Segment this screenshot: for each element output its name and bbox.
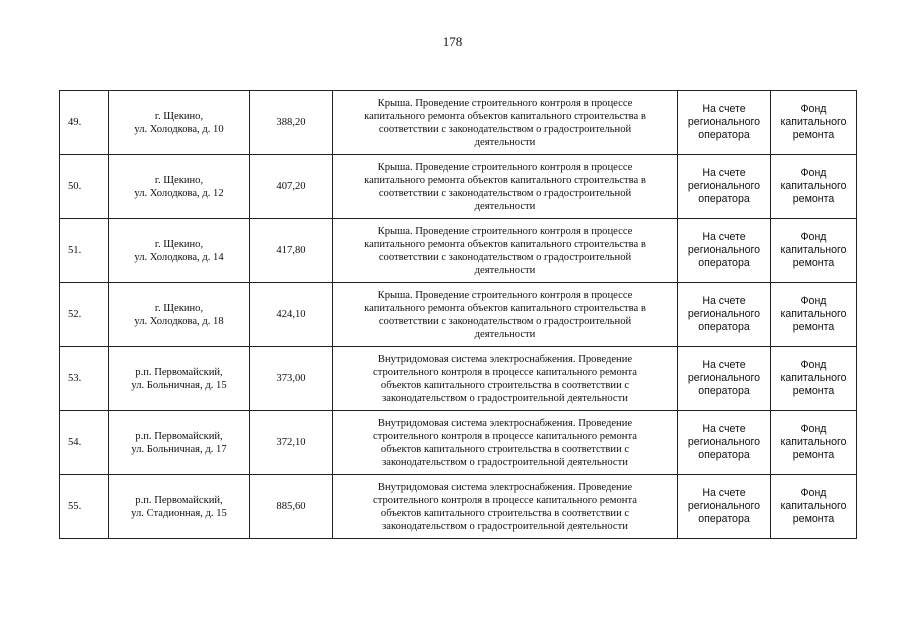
- description-line: законодательством о градостроительной деятельности: [382, 456, 628, 468]
- table-row: [60, 411, 857, 475]
- cost-cell: [250, 91, 333, 155]
- account-cell: [678, 475, 771, 539]
- description-cell: [333, 411, 678, 475]
- description-line: деятельности: [474, 136, 536, 148]
- fund-cell: [771, 219, 857, 283]
- description-line: Внутридомовая система электроснабжения. Проведение: [377, 353, 633, 365]
- fund-cell: [771, 475, 857, 539]
- cost-value: 424,10: [276, 309, 306, 320]
- account-line: оператора: [698, 449, 750, 461]
- address-line: ул. Холодкова, д. 14: [134, 251, 224, 263]
- fund-line: капитального: [780, 500, 847, 512]
- fund-line: ремонта: [792, 193, 835, 205]
- address-line: г. Щекино,: [154, 302, 204, 314]
- row-number-cell: [60, 219, 109, 283]
- row-number: 51.: [68, 245, 82, 256]
- row-number-cell: [60, 91, 109, 155]
- cost-cell: [250, 283, 333, 347]
- address-cell: [109, 347, 250, 411]
- row-number: 55.: [68, 501, 82, 512]
- account-line: оператора: [698, 193, 750, 205]
- description-line: объектов капитального строительства в соответствии с: [380, 443, 630, 455]
- row-number-cell: [60, 475, 109, 539]
- description-cell: [333, 155, 678, 219]
- description-line: Внутридомовая система электроснабжения. Проведение: [377, 417, 633, 429]
- account-line: оператора: [698, 513, 750, 525]
- address-line: г. Щекино,: [154, 110, 204, 122]
- account-line: регионального: [687, 372, 761, 384]
- cost-value: 373,00: [276, 373, 306, 384]
- description-cell: [333, 475, 678, 539]
- account-line: оператора: [698, 385, 750, 397]
- fund-line: Фонд: [800, 103, 827, 115]
- cost-value: 407,20: [276, 181, 306, 192]
- description-line: Крыша. Проведение строительного контроля в процессе: [377, 97, 633, 109]
- cost-value: 372,10: [276, 437, 306, 448]
- row-number: 49.: [68, 117, 82, 128]
- description-line: строительного контроля в процессе капитального ремонта: [373, 366, 637, 378]
- account-line: регионального: [687, 308, 761, 320]
- description-line: строительного контроля в процессе капитального ремонта: [373, 430, 637, 442]
- address-line: ул. Больничная, д. 15: [131, 379, 227, 391]
- description-line: соответствии с законодательством о градостроительной: [378, 123, 632, 135]
- address-cell: [109, 475, 250, 539]
- description-cell: [333, 219, 678, 283]
- address-line: р.п. Первомайский,: [135, 494, 223, 506]
- account-line: На счете: [702, 295, 746, 307]
- description-line: соответствии с законодательством о градостроительной: [378, 187, 632, 199]
- address-line: ул. Больничная, д. 17: [131, 443, 227, 455]
- address-line: г. Щекино,: [154, 174, 204, 186]
- fund-line: капитального: [780, 372, 847, 384]
- cost-cell: [250, 411, 333, 475]
- row-number-cell: [60, 347, 109, 411]
- address-cell: [109, 219, 250, 283]
- account-cell: [678, 91, 771, 155]
- table-row: [60, 91, 857, 155]
- table-row: [60, 347, 857, 411]
- description-line: Крыша. Проведение строительного контроля в процессе: [377, 161, 633, 173]
- address-line: ул. Холодкова, д. 12: [134, 187, 224, 199]
- description-line: деятельности: [474, 200, 536, 212]
- fund-line: капитального: [780, 244, 847, 256]
- account-line: регионального: [687, 436, 761, 448]
- description-line: соответствии с законодательством о градостроительной: [378, 315, 632, 327]
- fund-line: Фонд: [800, 231, 827, 243]
- row-number: 52.: [68, 309, 82, 320]
- page-number: 178: [442, 34, 463, 49]
- works-table-body: [60, 91, 857, 539]
- fund-line: Фонд: [800, 295, 827, 307]
- fund-line: Фонд: [800, 423, 827, 435]
- account-line: регионального: [687, 116, 761, 128]
- table-row: [60, 155, 857, 219]
- row-number-cell: [60, 155, 109, 219]
- account-line: оператора: [698, 257, 750, 269]
- description-cell: [333, 347, 678, 411]
- description-line: деятельности: [474, 328, 536, 340]
- description-line: Крыша. Проведение строительного контроля в процессе: [377, 225, 633, 237]
- works-table: [59, 90, 857, 539]
- description-line: Внутридомовая система электроснабжения. Проведение: [377, 481, 633, 493]
- account-cell: [678, 155, 771, 219]
- fund-line: ремонта: [792, 449, 835, 461]
- description-line: соответствии с законодательством о градостроительной: [378, 251, 632, 263]
- table-row: [60, 219, 857, 283]
- description-cell: [333, 91, 678, 155]
- row-number: 50.: [68, 181, 82, 192]
- fund-cell: [771, 411, 857, 475]
- fund-line: капитального: [780, 180, 847, 192]
- description-line: капитального ремонта объектов капитального строительства в: [364, 238, 646, 250]
- fund-line: ремонта: [792, 129, 835, 141]
- address-line: ул. Стадионная, д. 15: [131, 507, 227, 519]
- description-line: законодательством о градостроительной деятельности: [382, 392, 628, 404]
- account-cell: [678, 219, 771, 283]
- address-cell: [109, 283, 250, 347]
- account-line: регионального: [687, 244, 761, 256]
- address-line: г. Щекино,: [154, 238, 204, 250]
- account-line: На счете: [702, 167, 746, 179]
- account-cell: [678, 411, 771, 475]
- fund-cell: [771, 283, 857, 347]
- account-line: На счете: [702, 103, 746, 115]
- address-cell: [109, 411, 250, 475]
- account-line: оператора: [698, 129, 750, 141]
- description-line: капитального ремонта объектов капитального строительства в: [364, 174, 646, 186]
- description-line: строительного контроля в процессе капитального ремонта: [373, 494, 637, 506]
- account-line: регионального: [687, 180, 761, 192]
- row-number: 53.: [68, 373, 82, 384]
- fund-line: ремонта: [792, 513, 835, 525]
- description-line: объектов капитального строительства в соответствии с: [380, 379, 630, 391]
- address-line: р.п. Первомайский,: [135, 366, 223, 378]
- fund-cell: [771, 155, 857, 219]
- cost-cell: [250, 347, 333, 411]
- row-number-cell: [60, 411, 109, 475]
- fund-line: капитального: [780, 436, 847, 448]
- address-line: ул. Холодкова, д. 10: [134, 123, 224, 135]
- table-row: [60, 475, 857, 539]
- account-line: На счете: [702, 423, 746, 435]
- cost-cell: [250, 475, 333, 539]
- cost-cell: [250, 219, 333, 283]
- description-line: капитального ремонта объектов капитального строительства в: [364, 110, 646, 122]
- account-cell: [678, 283, 771, 347]
- fund-line: Фонд: [800, 487, 827, 499]
- table-row: [60, 283, 857, 347]
- row-number: 54.: [68, 437, 82, 448]
- account-line: оператора: [698, 321, 750, 333]
- account-line: На счете: [702, 231, 746, 243]
- address-line: р.п. Первомайский,: [135, 430, 223, 442]
- fund-line: ремонта: [792, 385, 835, 397]
- cost-cell: [250, 155, 333, 219]
- account-line: регионального: [687, 500, 761, 512]
- address-cell: [109, 91, 250, 155]
- fund-line: Фонд: [800, 167, 827, 179]
- description-line: капитального ремонта объектов капитального строительства в: [364, 302, 646, 314]
- address-line: ул. Холодкова, д. 18: [134, 315, 224, 327]
- fund-line: капитального: [780, 308, 847, 320]
- account-line: На счете: [702, 359, 746, 371]
- row-number-cell: [60, 283, 109, 347]
- fund-cell: [771, 91, 857, 155]
- fund-line: Фонд: [800, 359, 827, 371]
- cost-value: 388,20: [276, 117, 306, 128]
- description-line: законодательством о градостроительной деятельности: [382, 520, 628, 532]
- fund-cell: [771, 347, 857, 411]
- account-cell: [678, 347, 771, 411]
- fund-line: ремонта: [792, 257, 835, 269]
- description-line: объектов капитального строительства в соответствии с: [380, 507, 630, 519]
- cost-value: 417,80: [276, 245, 306, 256]
- description-cell: [333, 283, 678, 347]
- fund-line: ремонта: [792, 321, 835, 333]
- fund-line: капитального: [780, 116, 847, 128]
- address-cell: [109, 155, 250, 219]
- cost-value: 885,60: [276, 501, 306, 512]
- account-line: На счете: [702, 487, 746, 499]
- description-line: Крыша. Проведение строительного контроля в процессе: [377, 289, 633, 301]
- description-line: деятельности: [474, 264, 536, 276]
